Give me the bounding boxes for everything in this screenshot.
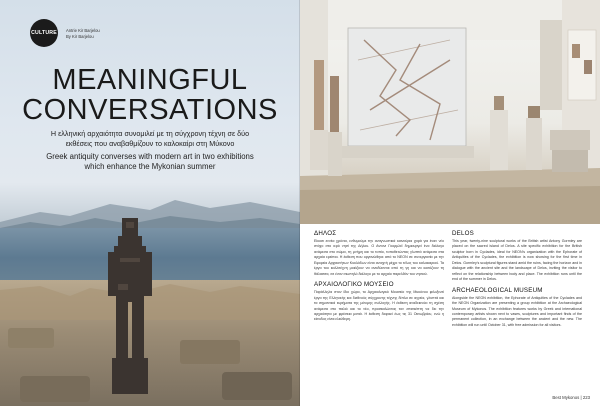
subtitle-english: Greek antiquity converses with modern art in two exhibitions which enhance the Mykonian summer [46,152,254,171]
english-column [452,230,582,332]
body-text: Alongside the NEON exhibition, the Ephorate of Antiquities of the Cyclades and the NEON Organization are presenting a group exhibition at the Archaeological Museum of Mykonos. The exhibition features works by Greek and international contemporary artists shown next to vases, sculptures and important finds of the permanent collection, in an exchange between the ancient and the new. The exhibition will run until October 31, with free admission for all visitors. [452,295,582,327]
body-text: Είκοσι εννέα χρόνια, ενθυμούμε την αναγνωστικά καινούρια χαρά για έναν νέο στόχο στο ιερό νησί της Δήλου. Ο Αντονι Γκορμλεϊ δημιουργεί ένα διάλογο ανάμεσα στο σώμα, τη μνήμη και το τοπίο, τοποθετώντας γλυπτά ανάμεσα στα αρχαία ερείπια. Η έκθεση που οργανώθηκε από το NEON σε συνεργασία με την Εφορεία Αρχαιοτήτων Κυκλάδων είναι ανοιχτή μέχρι το τέλος του καλοκαιριού. Τα έργα του καλλιτέχνη μοιάζουν να αναδύονται από τη γη και να κοιτάζουν τη θάλασσα, σε έναν σιωπηλό διάλογο με το αρχαίο παρελθόν του νησιού. [314,239,444,276]
section-heading: ARCHAEOLOGICAL MUSEUM [452,286,543,294]
category-badge: CULTURE [30,19,58,47]
body-text: Παράλληλα στον ίδιο χώρο, το Αρχαιολογικό Μουσείο της Μυκόνου φιλοξενεί έργα της Ελληνικής και διεθνούς σύγχρονης τέχνης δίπλα σε αγγεία, γλυπτά και τα σημαντικά ευρήματα της μόνιμης συλλογής. Η έκθεση αναδεικνύει τη σχέση ανάμεσα στο παλιό και το νέο, προσκαλώντας τον επισκέπτη να δει την αρχαιότητα με φρέσκια ματιά. Η έκθεση διαρκεί έως τις 31 Οκτωβρίου, ενώ η είσοδος είναι ελεύθερη. [314,290,444,322]
section-heading: ΑΡΧΑΙΟΛΟΓΙΚΟ ΜΟΥΣΕΙΟ [314,281,394,289]
page-title-line2: CONVERSATIONS [22,94,278,126]
credit-line: Antrie Kir Barjelou [66,28,100,33]
section-heading: ΔΗΛΟΣ [314,230,337,237]
gormley-sculpture [100,218,160,398]
credits [66,28,100,40]
section-heading: DELOS [452,230,474,237]
right-page [300,0,600,406]
page-title-line1: MEANINGFUL [52,64,248,96]
body-text: This year, twenty-nine sculptural works of the British artist Antony Gormley are placed on the sacred island of Delos. A site specific exhibition for the British sculptor born in Cyclades, ideal for NEON's organization with the Ephorate of Antiquities of the Cyclades, the exhibition is now showing for the first time in Delos. Gormley's sculptural figures stand amid the ruins, facing the horizon and in dialogue with the ancient site and the landscape of Delos, inviting the visitor to reflect on the relationship between body and place. The exhibition runs until the end of the summer in Delos. [452,239,582,282]
greek-column [314,230,444,327]
credit-line: By Kir Barjelou [66,34,94,39]
subtitle-greek: Η ελληνική αρχαιότητα συνομιλεί με τη σύγχρονη τέχνη σε δύο εκθέσεις που αναβαθμίζουν το καλοκαίρι στη Μύκονο [50,129,250,148]
page-folio: Best Mykonos | 223 [552,395,590,400]
museum-photo [300,0,600,224]
